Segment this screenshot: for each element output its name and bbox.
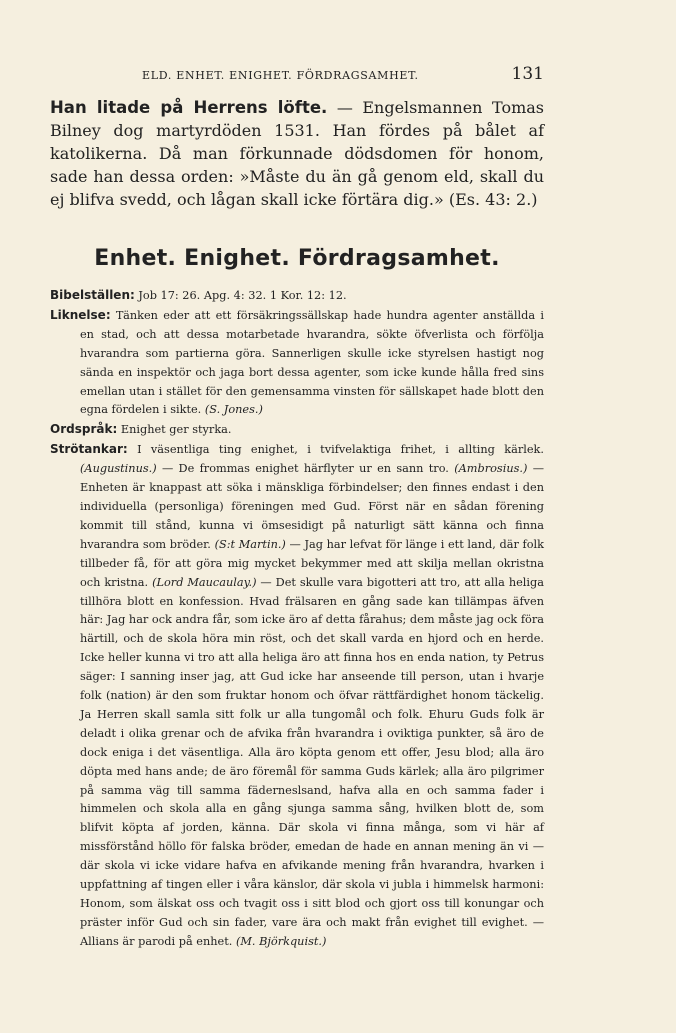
signature-bjorkquist: (M. Björkquist.) — [235, 934, 327, 948]
page-number: 131 — [511, 64, 544, 84]
signature-st-martin: (S:t Martin.) — [214, 537, 286, 551]
bibelstallen-label: Bibelställen: — [50, 288, 135, 302]
liknelse-signature: (S. Jones.) — [204, 403, 263, 417]
strotankar-text-1: I väsentliga ting enighet, i tvifvelaktiga frihet, i allting kärlek. — [127, 443, 544, 457]
signature-augustinus: (Augustinus.) — [80, 462, 157, 476]
running-header — [50, 66, 544, 86]
section-body — [50, 286, 544, 952]
running-title: ELD. ENHET. ENIGHET. FÖRDRAGSAMHET. — [142, 69, 419, 82]
strotankar-paragraph — [50, 440, 544, 951]
liknelse-paragraph — [50, 306, 544, 420]
intro-text: — Engelsmannen Tomas Bilney dog martyrdöden 1531. Han fördes på bålet af katolikerna. Då man förkunnade dödsdomen för honom, sade han dessa orden: »Måste du än gå genom eld, skall du ej blifva svedd, och lågan skall icke förtära dig.» (Es. 43: 2.) — [50, 98, 545, 209]
section-title: Enhet. Enighet. Fördragsamhet. — [94, 246, 500, 271]
strotankar-text-5: — Det skulle vara bigotteri att tro, att alla heliga tillhöra blott en konfession. Hvad frälsaren en gång sade kan tillämpas äfven här: Jag har ock andra får, som icke äro af detta fårahus; dem måste jag ock föra härtill, och de skola höra min röst, och det skall varda en hjord och en herde. Icke heller kunna vi tro att alla heliga äro att finna hos en enda nation, ty Petrus säger: I sanning inser jag, att Gud icke har anseende till person, utan i hvarje folk (nation) är den som fruktar honom och öfvar rättfärdighet honom täckelig. Ja Herren skall samla sitt folk ur alla tungomål och folk. Ehuru Guds folk är deladt i olika grenar och de afvika från hvarandra i oviktiga punkter, så äro de dock eniga i det väsentliga. Alla äro köpta genom ett offer, Jesu blod; alla äro döpta med hans ande; de äro föremål för samma Guds kärlek; alla äro pilgrimer på samma väg till samma fäderneslsand, hafva alla en och samma fader i himmelen och skola alla en gång sjunga samma sång, hvilken blott de, som blifvit köpta af jorden, känna. Där skola vi finna många, som vi här af missförstånd höllo för falska bröder, emedan de hade en annan mening än vi — där skola vi icke vidare hafva en afvikande mening från hvarandra, hvarken i uppfattning af tingen eller i våra känslor, där skola vi jubla i himmelsk harmoni: Honom, som älskat oss och tvagit oss i sitt blod och gjort oss till konungar och präster inför Gud och sin fader, vare ära och makt från evighet till evighet. — Allians är parodi på enhet. — [80, 575, 544, 948]
ordsprak-label: Ordspråk: — [50, 422, 118, 437]
signature-ambrosius: (Ambrosius.) — [454, 462, 528, 476]
strotankar-text-3: — Enheten är knappast att söka i mänskliga förbindelser; den finnes endast i den individuella (personliga) föreningen med Gud. Först när en sådan förening kommit till stånd, kunna vi ömsesidigt på naturligt sätt känna och finna hvarandra som bröder. — [80, 462, 545, 551]
signature-maucaulay: (Lord Maucaulay.) — [152, 575, 257, 589]
strotankar-text-4: — Jag har lefvat för länge i ett land, där folk tillbeder få, för att göra mig mycket bekymmer med att skilja mellan okristna och kristna. — [80, 537, 544, 589]
bibelstallen-paragraph — [50, 286, 544, 306]
ordsprak-text: Enighet ger styrka. — [117, 423, 232, 437]
intro-lead: Han litade på Herrens löfte. — [50, 98, 328, 117]
ordsprak-paragraph — [50, 420, 544, 440]
liknelse-label: Liknelse: — [50, 307, 111, 322]
liknelse-text: Tänken eder att ett försäkringssällskap hade hundra agenter anställda i en stad, och att dessa motarbetade hvarandra, sökte öfverlista och förfölja hvarandra som partierna göra. Sannerligen skulle icke styrelsen hastigt nog sända en inspektör och jaga bort dessa agenter, som icke kunde hålla fred sins emellan utan i stället för den gemensamma vinsten för sällskapet hade blott den egna fördelen i sikte. — [80, 308, 544, 417]
strotankar-text-2: — De frommas enighet härflyter ur en sann tro. — [156, 462, 455, 476]
bibelstallen-text: Job 17: 26. Apg. 4: 32. 1 Kor. 12: 12. — [134, 289, 347, 302]
intro-paragraph — [50, 96, 544, 211]
strotankar-label: Strötankar: — [50, 442, 128, 457]
